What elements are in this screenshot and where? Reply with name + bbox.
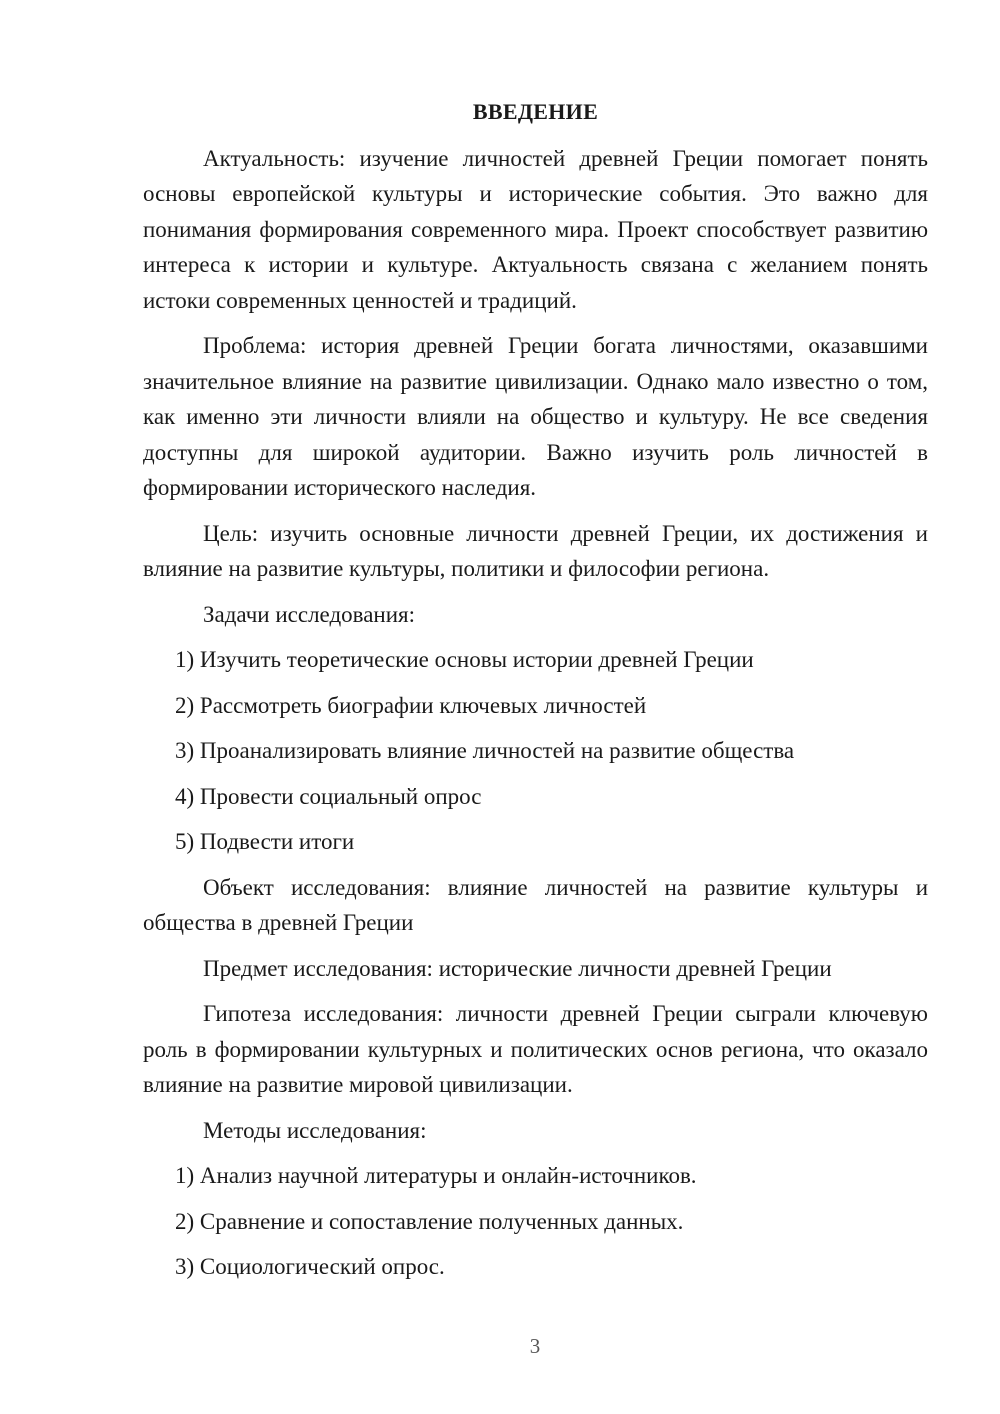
list-item: 1) Изучить теоретические основы истории древней Греции [175,647,754,672]
methods-list [143,1158,928,1285]
list-item: 3) Проанализировать влияние личностей на развитие общества [175,738,795,763]
hypothesis-paragraph: Гипотеза исследования: личности древней Греции сыграли ключевую роль в формировании культурных и политических основ региона, что оказало влияние на развитие мировой цивилизации. [143,1001,928,1097]
list-item: 5) Подвести итоги [175,829,355,854]
page-title: ВВЕДЕНИЕ [472,99,599,124]
list-item: 3) Социологический опрос. [175,1254,445,1279]
list-item: 2) Рассмотреть биографии ключевых личностей [175,692,647,718]
subject-paragraph: Предмет исследования: исторические личности древней Греции [203,955,832,981]
problem-paragraph: Проблема: история древней Греции богата личностями, оказавшими значительное влияние на развитие цивилизации. Однако мало известно о том, как именно эти личности влияли на общество и культуру. Не все сведения доступны для широкой аудитории. Важно изучить роль личностей в формировании исторического наследия. [143,333,928,500]
methods-heading: Методы исследования: [203,1117,427,1143]
page-number: 3 [529,1334,541,1358]
tasks-heading: Задачи исследования: [203,601,416,627]
list-item: 4) Провести социальный опрос [175,783,482,809]
relevance-paragraph: Актуальность: изучение личностей древней Греции помогает понять основы европейской культуры и исторические события. Это важно для понимания формирования современного мира. Проект способствует развитию интереса к истории и культуре. Актуальность связана с желанием понять истоки современных ценностей и традиций. [143,145,928,313]
list-item: 1) Анализ научной литературы и онлайн-источников. [175,1163,697,1188]
list-item: 2) Сравнение и сопоставление полученных данных. [175,1208,684,1234]
tasks-list [143,642,928,860]
goal-paragraph: Цель: изучить основные личности древней Греции, их достижения и влияние на развитие культуры, политики и философии региона. [143,520,928,581]
object-paragraph: Объект исследования: влияние личностей на развитие культуры и общества в древней Греции [143,874,928,935]
page-content [143,94,928,1295]
